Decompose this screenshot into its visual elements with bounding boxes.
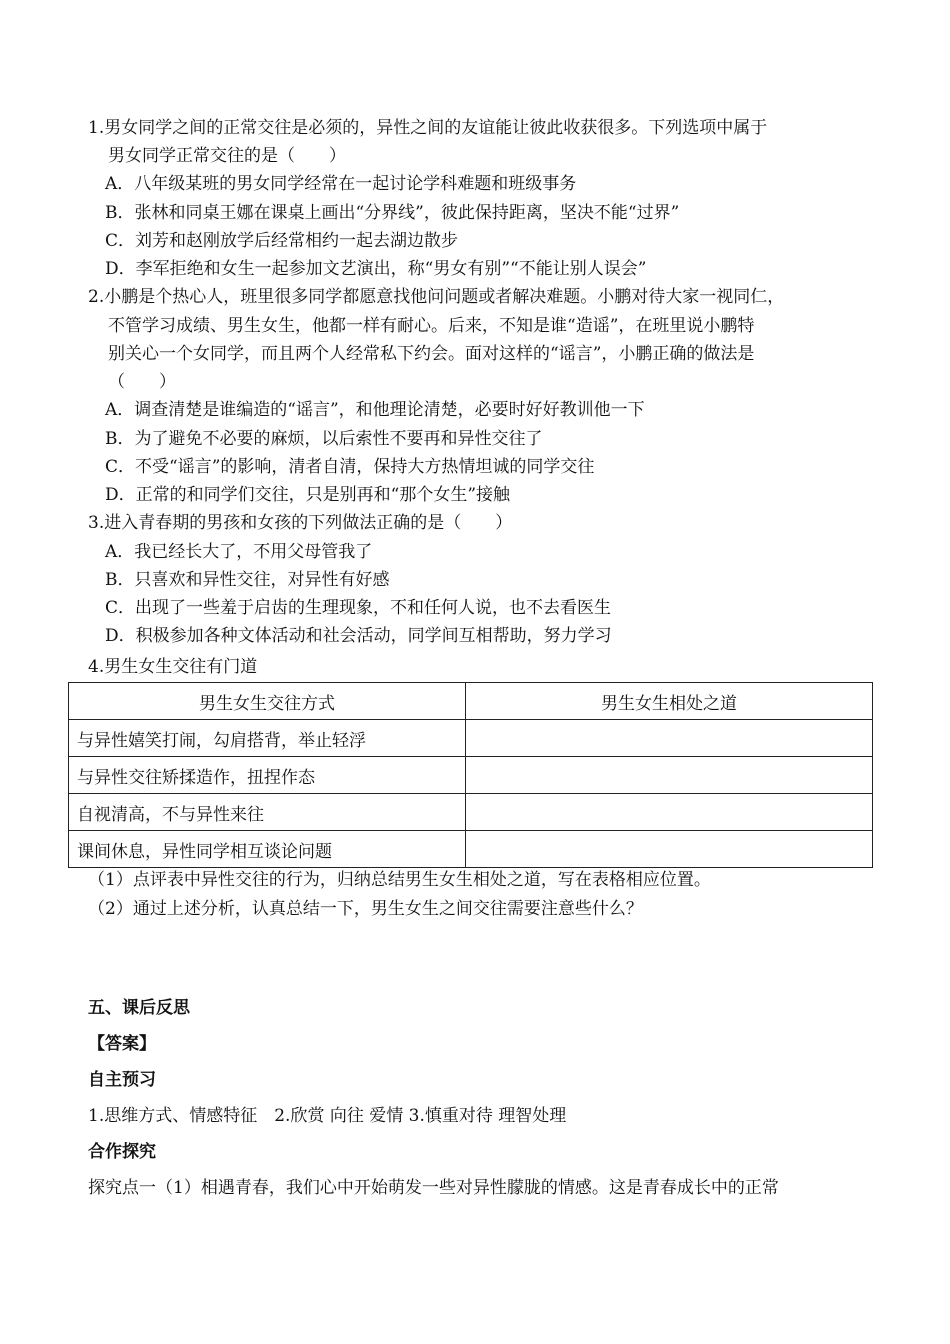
- table-cell-answer[interactable]: [466, 831, 873, 868]
- q2-option-a: A．调查清楚是谁编造的“谣言”，和他理论清楚，必要时好好教训他一下: [105, 400, 645, 420]
- q3-option-d: D．积极参加各种文体活动和社会活动，同学间互相帮助，努力学习: [105, 626, 612, 646]
- table-cell-behavior: 与异性嬉笑打闹，勾肩搭背，举止轻浮: [69, 720, 466, 757]
- table-header-principles: 男生女生相处之道: [466, 683, 873, 720]
- q3-option-c: C．出现了一些羞于启齿的生理现象，不和任何人说，也不去看医生: [105, 598, 612, 618]
- q2-stem-line2: 不管学习成绩、男生女生，他都一样有耐心。后来，不知是谁“造谣”，在班里说小鹏特: [108, 316, 755, 336]
- q1-option-a: A．八年级某班的男女同学经常在一起讨论学科难题和班级事务: [105, 174, 577, 194]
- table-row: [69, 757, 873, 794]
- q4-subquestion-2: （2）通过上述分析，认真总结一下，男生女生之间交往需要注意些什么？: [88, 899, 643, 919]
- table-cell-behavior: 课间休息，异性同学相互谈论问题: [69, 831, 466, 868]
- q1-option-d: D．李军拒绝和女生一起参加文艺演出，称“男女有别”“不能让别人误会”: [105, 259, 647, 279]
- table-row: [69, 794, 873, 831]
- table-header-ways: 男生女生交往方式: [69, 683, 466, 720]
- q4-subquestion-1: （1）点评表中异性交往的行为，归纳总结男生女生相处之道，写在表格相应位置。: [88, 870, 711, 890]
- q1-stem-line1: 1.男女同学之间的正常交往是必须的，异性之间的友谊能让彼此收获很多。下列选项中属于: [88, 118, 768, 138]
- q2-stem-line3: 别关心一个女同学，而且两个人经常私下约会。面对这样的“谣言”，小鹏正确的做法是: [108, 344, 755, 364]
- preview-heading: 自主预习: [88, 1070, 156, 1090]
- answer-heading: 【答案】: [88, 1034, 156, 1054]
- coop-answer-text: 探究点一（1）相遇青春，我们心中开始萌发一些对异性朦胧的情感。这是青春成长中的正常: [88, 1178, 779, 1198]
- coop-heading: 合作探究: [88, 1142, 156, 1162]
- section-heading-reflection: 五、课后反思: [88, 998, 190, 1018]
- table-cell-answer[interactable]: [466, 794, 873, 831]
- q2-option-d: D．正常的和同学们交往，只是别再和“那个女生”接触: [105, 485, 511, 505]
- table-cell-behavior: 自视清高，不与异性来往: [69, 794, 466, 831]
- q1-option-b: B．张林和同桌王娜在课桌上画出“分界线”，彼此保持距离，坚决不能“过界”: [105, 203, 680, 223]
- q3-option-a: A．我已经长大了，不用父母管我了: [105, 542, 373, 562]
- table-row: [69, 720, 873, 757]
- table-cell-answer[interactable]: [466, 720, 873, 757]
- table-cell-answer[interactable]: [466, 757, 873, 794]
- table-row: [69, 831, 873, 868]
- q1-option-c: C．刘芳和赵刚放学后经常相约一起去湖边散步: [105, 231, 459, 251]
- q3-stem: 3.进入青春期的男孩和女孩的下列做法正确的是（ ）: [88, 513, 513, 533]
- q3-option-b: B．只喜欢和异性交往，对异性有好感: [105, 570, 390, 590]
- interaction-table: [68, 682, 873, 868]
- table-cell-behavior: 与异性交往矫揉造作，扭捏作态: [69, 757, 466, 794]
- q4-title: 4.男生女生交往有门道: [88, 657, 258, 677]
- q2-stem-line1: 2.小鹏是个热心人，班里很多同学都愿意找他问问题或者解决难题。小鹏对待大家一视同仁，: [88, 287, 785, 307]
- preview-answer: 1.思维方式、情感特征 2.欣赏 向往 爱情 3.慎重对待 理智处理: [88, 1106, 567, 1126]
- q2-stem-line4: （ ）: [108, 372, 176, 392]
- q2-option-b: B．为了避免不必要的麻烦，以后索性不要再和异性交往了: [105, 429, 543, 449]
- q2-option-c: C．不受“谣言”的影响，清者自清，保持大方热情坦诚的同学交往: [105, 457, 595, 477]
- table-header-row: [69, 683, 873, 720]
- q1-stem-line2: 男女同学正常交往的是（ ）: [108, 146, 346, 166]
